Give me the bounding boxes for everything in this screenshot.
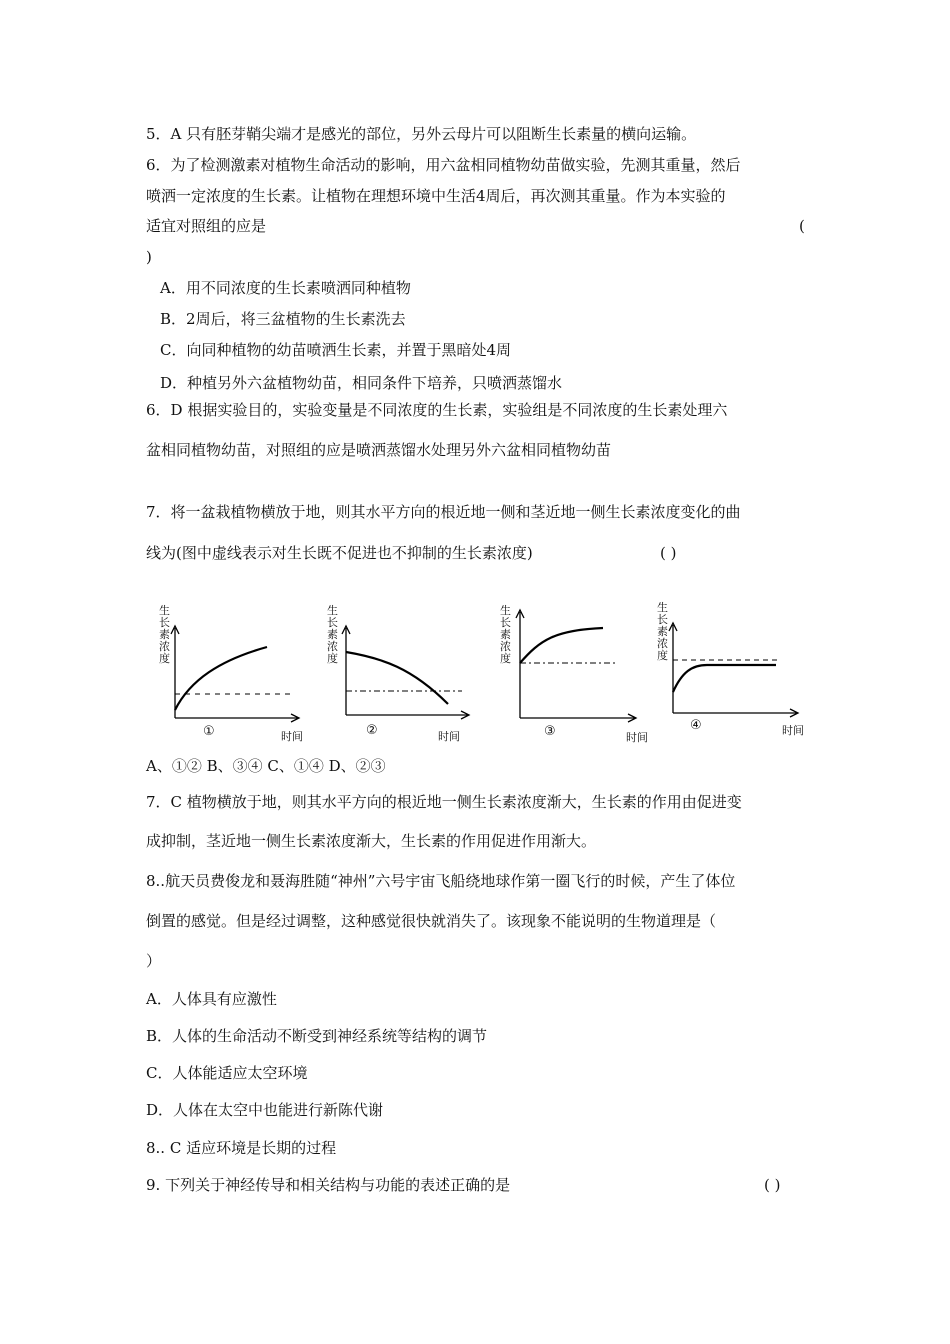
graph-ylabel-char: 浓	[327, 640, 338, 653]
graph-ylabel-char: 素	[657, 625, 668, 638]
graph-xlabel: 时间	[782, 724, 804, 737]
graph-ylabel-char: 长	[159, 616, 170, 629]
graph-2	[322, 600, 482, 745]
graph-label: ④	[690, 718, 702, 733]
graph-ylabel-char: 浓	[500, 640, 511, 653]
graph-ylabel-char: 长	[657, 613, 668, 626]
question-7-line-1: 7．将一盆栽植物横放于地，则其水平方向的根近地一侧和茎近地一侧生长素浓度变化的曲	[146, 503, 741, 521]
question-8-bracket-close: ）	[146, 952, 162, 970]
option-8d: D．人体在太空中也能进行新陈代谢	[146, 1101, 384, 1119]
graph-xlabel: 时间	[438, 730, 460, 743]
graph-label: ③	[544, 724, 556, 739]
graph-ylabel-char: 素	[159, 628, 170, 641]
question-8-line-1: 8..航天员费俊龙和聂海胜随“神州”六号宇宙飞船绕地球作第一圈飞行的时候，产生了体位	[146, 872, 736, 890]
graph-xlabel: 时间	[281, 730, 303, 743]
option-6a: A．用不同浓度的生长素喷洒同种植物	[160, 279, 411, 297]
graph-3-ylabel	[500, 603, 511, 665]
graph-ylabel-char: 生	[327, 604, 338, 617]
graph-ylabel-char: 长	[327, 616, 338, 629]
graph-ylabel-char: 浓	[159, 640, 170, 653]
graph-ylabel-char: 度	[159, 652, 170, 665]
graph-ylabel-char: 生	[159, 604, 170, 617]
graph-ylabel-char: 生	[657, 601, 668, 614]
question-7-options: A、①② B、③④ C、①④ D、②③	[146, 757, 386, 775]
option-8c: C．人体能适应太空环境	[146, 1064, 308, 1082]
graph-4-ylabel	[657, 600, 668, 662]
graph-2-ylabel	[327, 603, 338, 665]
option-8a: A．人体具有应激性	[146, 990, 277, 1008]
graph-curve	[346, 652, 448, 704]
graph-curve	[175, 647, 267, 710]
graph-ylabel-char: 浓	[657, 637, 668, 650]
option-6d: D．种植另外六盆植物幼苗，相同条件下培养，只喷洒蒸馏水	[160, 374, 563, 392]
graph-ylabel-char: 度	[657, 649, 668, 662]
answer-5-line: 5．A 只有胚芽鞘尖端才是感光的部位，另外云母片可以阻断生长素量的横向运输。	[146, 125, 697, 143]
answer-8: 8.. C 适应环境是长期的过程	[146, 1139, 337, 1157]
graph-curve	[520, 628, 603, 663]
question-7-bracket: ( )	[660, 544, 677, 562]
question-6-line-3: 适宜对照组的应是	[146, 217, 267, 235]
option-6c: C．向同种植物的幼苗喷洒生长素，并置于黑暗处4周	[160, 341, 512, 359]
graph-curve	[673, 665, 776, 692]
graph-ylabel-char: 度	[500, 652, 511, 665]
question-8-line-2: 倒置的感觉。但是经过调整，这种感觉很快就消失了。该现象不能说明的生物道理是（	[146, 912, 717, 930]
question-6-line-1: 6．为了检测激素对植物生命活动的影响，用六盆相同植物幼苗做实验，先测其重量，然后	[146, 156, 741, 174]
question-9-bracket: ( )	[764, 1176, 781, 1194]
graph-ylabel-char: 长	[500, 616, 511, 629]
graph-ylabel-char: 生	[500, 604, 511, 617]
question-6-bracket-close: )	[146, 248, 152, 266]
answer-7-line-1: 7．C 植物横放于地，则其水平方向的根近地一侧生长素浓度渐大，生长素的作用由促进变	[146, 793, 742, 811]
graph-3	[495, 600, 655, 745]
question-7-line-2: 线为(图中虚线表示对生长既不促进也不抑制的生长素浓度)	[146, 544, 533, 562]
answer-6-line-2: 盆相同植物幼苗，对照组的应是喷洒蒸馏水处理另外六盆相同植物幼苗	[146, 441, 612, 459]
option-8b: B．人体的生命活动不断受到神经系统等结构的调节	[146, 1027, 488, 1045]
graph-4	[652, 597, 817, 742]
graph-ylabel-char: 素	[500, 628, 511, 641]
question-6-line-2: 喷洒一定浓度的生长素。让植物在理想环境中生活4周后，再次测其重量。作为本实验的	[146, 187, 726, 205]
option-6b: B．2周后，将三盆植物的生长素洗去	[160, 310, 406, 328]
graph-1	[150, 600, 310, 745]
question-6-bracket-open: (	[799, 217, 805, 235]
question-9-line-1: 9. 下列关于神经传导和相关结构与功能的表述正确的是	[146, 1176, 511, 1194]
graph-label: ②	[366, 723, 378, 738]
graph-ylabel-char: 素	[327, 628, 338, 641]
answer-7-line-2: 成抑制，茎近地一侧生长素浓度渐大，生长素的作用促进作用渐大。	[146, 832, 597, 850]
answer-6-line-1: 6．D 根据实验目的，实验变量是不同浓度的生长素，实验组是不同浓度的生长素处理六	[146, 401, 728, 419]
graph-ylabel-char: 度	[327, 652, 338, 665]
graph-xlabel: 时间	[626, 731, 648, 744]
graph-label: ①	[203, 724, 215, 739]
graph-1-ylabel	[159, 603, 170, 665]
